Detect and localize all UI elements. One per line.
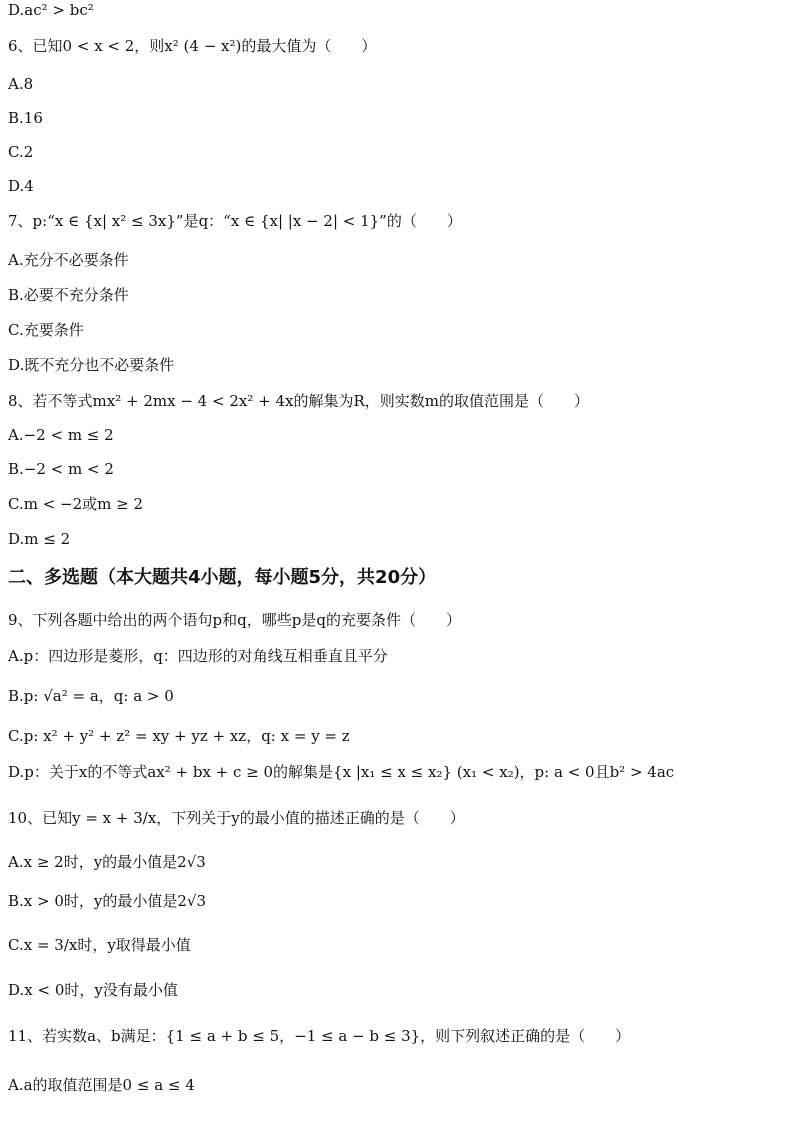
question-9: 9、下列各题中给出的两个语句p和q，哪些p是q的充要条件（ ）	[8, 611, 461, 629]
q8-option-c: C.m < −2或m ≥ 2	[8, 495, 144, 513]
q6-option-a: A.8	[8, 75, 34, 93]
question-8: 8、若不等式mx² + 2mx − 4 < 2x² + 4x的解集为R，则实数m的取值范围是（ ）	[8, 392, 589, 410]
q7-option-d: D.既不充分也不必要条件	[8, 356, 175, 374]
q7-option-c: C.充要条件	[8, 321, 84, 339]
q10-option-a: A.x ≥ 2时，y的最小值是2√3	[8, 853, 206, 871]
q8-option-b: B.−2 < m < 2	[8, 460, 114, 478]
q10-option-b: B.x > 0时，y的最小值是2√3	[8, 892, 207, 910]
q10-option-d: D.x < 0时，y没有最小值	[8, 981, 178, 999]
question-10: 10、已知y = x + 3/x，下列关于y的最小值的描述正确的是（ ）	[8, 809, 465, 827]
q8-option-a: A.−2 < m ≤ 2	[8, 426, 114, 444]
q6-option-c: C.2	[8, 143, 34, 161]
question-11: 11、若实数a、b满足：{1 ≤ a + b ≤ 5，−1 ≤ a − b ≤ 3}，则下列叙述正确的是（ ）	[8, 1027, 631, 1045]
q7-option-b: B.必要不充分条件	[8, 286, 129, 304]
question-7: 7、p:“x ∈ {x| x² ≤ 3x}”是q：“x ∈ {x| |x − 2| < 1}”的（ ）	[8, 212, 462, 230]
question-6: 6、已知0 < x < 2，则x² (4 − x²)的最大值为（ ）	[8, 37, 377, 55]
q5-option-d: D.ac² > bc²	[8, 1, 94, 19]
q9-option-c: C.p: x² + y² + z² = xy + yz + xz，q: x = y = z	[8, 727, 350, 745]
q11-option-a: A.a的取值范围是0 ≤ a ≤ 4	[8, 1076, 195, 1094]
q9-option-a: A.p：四边形是菱形，q：四边形的对角线互相垂直且平分	[8, 647, 388, 665]
q6-option-d: D.4	[8, 177, 34, 195]
q8-option-d: D.m ≤ 2	[8, 530, 71, 548]
q10-option-c: C.x = 3/x时，y取得最小值	[8, 936, 191, 954]
q7-option-a: A.充分不必要条件	[8, 251, 129, 269]
q9-option-b: B.p: √a² = a，q: a > 0	[8, 687, 174, 705]
q9-option-d: D.p：关于x的不等式ax² + bx + c ≥ 0的解集是{x |x₁ ≤ x ≤ x₂} (x₁ < x₂)，p: a < 0且b² > 4ac	[8, 763, 675, 781]
section-heading-multiple-choice: 二、多选题（本大题共4小题，每小题5分，共20分）	[8, 567, 437, 588]
q6-option-b: B.16	[8, 109, 43, 127]
